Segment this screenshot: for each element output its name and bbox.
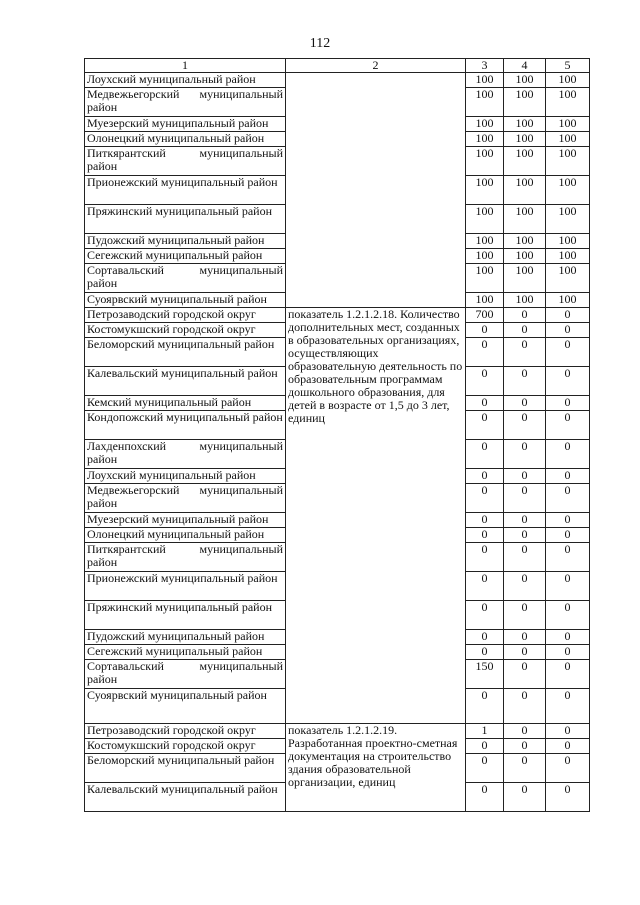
value-col-4: 100 <box>504 205 546 234</box>
municipality-name: Костомукшский городской округ <box>85 323 286 338</box>
value-col-3: 0 <box>466 440 504 469</box>
municipality-name: Олонецкий муниципальный район <box>85 132 286 147</box>
value-col-4: 0 <box>504 783 546 812</box>
value-col-3: 700 <box>466 308 504 323</box>
value-col-3: 100 <box>466 88 504 117</box>
value-col-5: 0 <box>546 323 590 338</box>
municipality-name: Петрозаводский городской округ <box>85 308 286 323</box>
value-col-4: 100 <box>504 132 546 147</box>
municipality-name: Суоярвский муниципальный район <box>85 293 286 308</box>
table-row <box>85 308 590 323</box>
value-col-3: 100 <box>466 176 504 205</box>
header-row <box>85 59 590 73</box>
municipality-name: Калевальский муниципальный район <box>85 367 286 396</box>
value-col-4: 100 <box>504 88 546 117</box>
value-col-5: 0 <box>546 367 590 396</box>
value-col-5: 100 <box>546 205 590 234</box>
value-col-4: 0 <box>504 754 546 783</box>
value-col-4: 0 <box>504 645 546 660</box>
municipality-name: Медвежьегорский муниципальный район <box>85 484 286 513</box>
value-col-5: 0 <box>546 338 590 367</box>
value-col-5: 100 <box>546 132 590 147</box>
value-col-4: 0 <box>504 367 546 396</box>
value-col-5: 0 <box>546 440 590 469</box>
value-col-4: 100 <box>504 73 546 88</box>
value-col-5: 0 <box>546 572 590 601</box>
municipality-name: Суоярвский муниципальный район <box>85 689 286 724</box>
municipality-name: Прионежский муниципальный район <box>85 176 286 205</box>
value-col-3: 1 <box>466 724 504 739</box>
municipality-name: Кемский муниципальный район <box>85 396 286 411</box>
value-col-3: 100 <box>466 205 504 234</box>
value-col-5: 0 <box>546 601 590 630</box>
municipality-name: Беломорский муниципальный район <box>85 338 286 367</box>
value-col-4: 100 <box>504 264 546 293</box>
value-col-4: 0 <box>504 660 546 689</box>
value-col-4: 100 <box>504 293 546 308</box>
municipality-name: Петрозаводский городской округ <box>85 724 286 739</box>
municipality-name: Калевальский муниципальный район <box>85 783 286 812</box>
municipality-name: Сортавальский муниципальный район <box>85 264 286 293</box>
value-col-4: 0 <box>504 396 546 411</box>
value-col-3: 0 <box>466 513 504 528</box>
table-row <box>85 724 590 739</box>
municipality-name: Лахденпохский муниципальный район <box>85 440 286 469</box>
value-col-5: 0 <box>546 484 590 513</box>
value-col-3: 100 <box>466 264 504 293</box>
value-col-3: 0 <box>466 367 504 396</box>
value-col-3: 100 <box>466 293 504 308</box>
value-col-5: 0 <box>546 396 590 411</box>
value-col-3: 0 <box>466 754 504 783</box>
table-row <box>85 73 590 88</box>
value-col-3: 0 <box>466 323 504 338</box>
value-col-5: 100 <box>546 176 590 205</box>
indicator-description: показатель 1.2.1.2.19. Разработанная проектно-сметная документация на строительство здания образовательной организации, единиц <box>286 724 466 812</box>
municipality-name: Пряжинский муниципальный район <box>85 205 286 234</box>
value-col-3: 0 <box>466 739 504 754</box>
value-col-5: 0 <box>546 513 590 528</box>
value-col-5: 100 <box>546 117 590 132</box>
value-col-3: 0 <box>466 338 504 367</box>
value-col-4: 0 <box>504 411 546 440</box>
value-col-3: 100 <box>466 132 504 147</box>
value-col-3: 0 <box>466 484 504 513</box>
value-col-3: 0 <box>466 411 504 440</box>
value-col-5: 0 <box>546 645 590 660</box>
value-col-4: 0 <box>504 543 546 572</box>
value-col-5: 0 <box>546 543 590 572</box>
value-col-3: 100 <box>466 147 504 176</box>
value-col-5: 0 <box>546 411 590 440</box>
value-col-3: 0 <box>466 469 504 484</box>
page-number: 112 <box>309 36 331 51</box>
municipality-name: Пудожский муниципальный район <box>85 630 286 645</box>
value-col-5: 100 <box>546 73 590 88</box>
municipality-name: Муезерский муниципальный район <box>85 513 286 528</box>
value-col-5: 0 <box>546 724 590 739</box>
municipality-name: Питкярантский муниципальный район <box>85 543 286 572</box>
municipality-name: Сегежский муниципальный район <box>85 645 286 660</box>
value-col-3: 100 <box>466 249 504 264</box>
municipality-name: Питкярантский муниципальный район <box>85 147 286 176</box>
value-col-3: 0 <box>466 572 504 601</box>
header-col-4: 4 <box>504 59 546 73</box>
header-col-1: 1 <box>85 59 286 73</box>
value-col-5: 0 <box>546 783 590 812</box>
municipality-name: Лоухский муниципальный район <box>85 73 286 88</box>
municipality-name: Прионежский муниципальный район <box>85 572 286 601</box>
value-col-5: 100 <box>546 293 590 308</box>
value-col-4: 100 <box>504 249 546 264</box>
value-col-3: 0 <box>466 396 504 411</box>
header-col-2: 2 <box>286 59 466 73</box>
value-col-3: 0 <box>466 689 504 724</box>
municipality-name: Костомукшский городской округ <box>85 739 286 754</box>
value-col-4: 0 <box>504 528 546 543</box>
value-col-3: 0 <box>466 783 504 812</box>
value-col-4: 0 <box>504 513 546 528</box>
value-col-4: 0 <box>504 601 546 630</box>
value-col-4: 0 <box>504 724 546 739</box>
value-col-4: 100 <box>504 147 546 176</box>
value-col-4: 0 <box>504 572 546 601</box>
value-col-3: 0 <box>466 528 504 543</box>
municipality-name: Пудожский муниципальный район <box>85 234 286 249</box>
value-col-5: 0 <box>546 630 590 645</box>
value-col-4: 0 <box>504 308 546 323</box>
value-col-4: 0 <box>504 484 546 513</box>
value-col-5: 0 <box>546 739 590 754</box>
value-col-5: 100 <box>546 234 590 249</box>
value-col-3: 0 <box>466 543 504 572</box>
municipality-name: Лоухский муниципальный район <box>85 469 286 484</box>
municipality-name: Олонецкий муниципальный район <box>85 528 286 543</box>
value-col-5: 0 <box>546 689 590 724</box>
value-col-5: 0 <box>546 528 590 543</box>
value-col-4: 0 <box>504 739 546 754</box>
value-col-4: 0 <box>504 689 546 724</box>
municipality-name: Муезерский муниципальный район <box>85 117 286 132</box>
value-col-4: 100 <box>504 176 546 205</box>
value-col-4: 0 <box>504 338 546 367</box>
value-col-3: 0 <box>466 630 504 645</box>
value-col-3: 0 <box>466 645 504 660</box>
header-col-5: 5 <box>546 59 590 73</box>
indicator-description-continued <box>286 73 466 308</box>
value-col-4: 0 <box>504 630 546 645</box>
value-col-5: 0 <box>546 308 590 323</box>
value-col-5: 100 <box>546 88 590 117</box>
value-col-3: 100 <box>466 234 504 249</box>
value-col-5: 0 <box>546 660 590 689</box>
municipality-name: Медвежьегорский муниципальный район <box>85 88 286 117</box>
value-col-5: 100 <box>546 249 590 264</box>
value-col-3: 0 <box>466 601 504 630</box>
value-col-4: 0 <box>504 323 546 338</box>
municipality-name: Пряжинский муниципальный район <box>85 601 286 630</box>
municipality-name: Сортавальский муниципальный район <box>85 660 286 689</box>
value-col-3: 100 <box>466 73 504 88</box>
header-col-3: 3 <box>466 59 504 73</box>
indicator-table <box>84 58 590 812</box>
municipality-name: Сегежский муниципальный район <box>85 249 286 264</box>
value-col-3: 150 <box>466 660 504 689</box>
value-col-5: 0 <box>546 754 590 783</box>
municipality-name: Беломорский муниципальный район <box>85 754 286 783</box>
indicator-description: показатель 1.2.1.2.18. Количество дополнительных мест, созданных в образовательных организациях, осуществляющих образовательную деятельность по образовательным программам дошкольного образования, для детей в возрасте от 1,5 до 3 лет, единиц <box>286 308 466 724</box>
value-col-3: 100 <box>466 117 504 132</box>
value-col-5: 100 <box>546 264 590 293</box>
municipality-name: Кондопожский муниципальный район <box>85 411 286 440</box>
value-col-5: 0 <box>546 469 590 484</box>
value-col-5: 100 <box>546 147 590 176</box>
value-col-4: 0 <box>504 469 546 484</box>
value-col-4: 100 <box>504 234 546 249</box>
value-col-4: 100 <box>504 117 546 132</box>
value-col-4: 0 <box>504 440 546 469</box>
